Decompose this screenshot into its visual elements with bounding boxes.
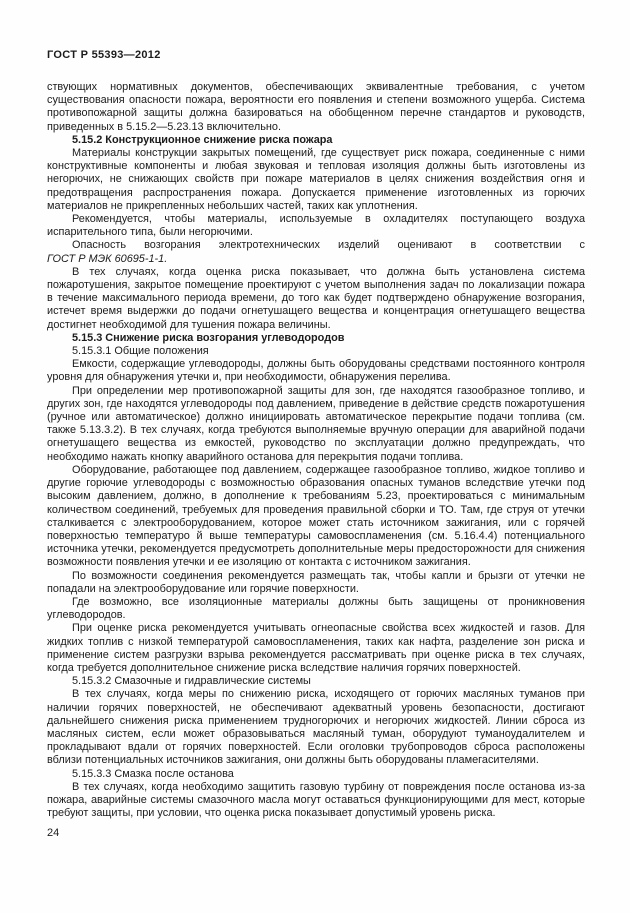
text-run: Рекомендуется, чтобы материалы, используемые в охладителях поступающего воздуха испарительного типа, были негорючими. xyxy=(47,213,585,239)
text-run: 5.15.3 Снижение риска возгорания углеводородов xyxy=(72,331,345,344)
paragraph xyxy=(47,622,585,675)
paragraph xyxy=(47,81,585,134)
document-header-title: ГОСТ Р 55393—2012 xyxy=(47,49,161,61)
text-run: Емкости, содержащие углеводороды, должны быть оборудованы средствами постоянного контроля уровня для обнаружения утечки и, при необходимости, обнаружения перелива. xyxy=(47,358,585,384)
text-run: Оборудование, работающее под давлением, содержащее газообразное топливо, жидкое топливо и другие горючие углеводороды с возможностью образования опасных туманов вследствие утечки под высоким давлением, должно, в дополнение к требованиям 5.23, проектироваться с минимальным количеством соединений, требуемых для проведения правильной сборки и ТО. Там, где струя от утечки сталкивается с электрооборудованием, которое может стать источником зажигания, или с горячей поверхностью температуро й выше температуры самовоспламенения (см. 5.16.4.4) потенциального источника утечки, рекомендуется предусмотреть дополнительные меры предосторожности для снижения возможности появления утечки и ее изоляцию от контакта с источником зажигания. xyxy=(47,463,585,569)
paragraph xyxy=(47,358,585,384)
text-run: В тех случаях, когда необходимо защитить газовую турбину от повреждения после останова из-за пожара, аварийные системы смазочного масла могут оставаться функционирующими для мест, которые требуют защиты, при условии, что оценка риска показывает допустимый уровень риска. xyxy=(47,780,585,820)
text-run: ствующих нормативных документов, обеспечивающих эквивалентные требования, с учетом существования опасности пожара, вероятности его появления и степени возможного ущерба. Система противопожарной защиты должна базироваться на обобщенном перечне стандартов и руководств, приведенных в 5.15.2—5.23.13 включительно. xyxy=(47,81,585,133)
paragraph xyxy=(47,345,585,358)
text-run: 5.15.3.2 Смазочные и гидравлические системы xyxy=(72,675,311,688)
paragraph xyxy=(47,596,585,622)
paragraph xyxy=(47,147,585,213)
paragraph xyxy=(47,675,585,688)
page-number: 24 xyxy=(47,827,60,839)
section-heading xyxy=(47,134,585,147)
paragraph xyxy=(47,688,585,767)
standard-reference-text: ГОСТ Р МЭК 60695-1-1. xyxy=(47,252,168,265)
paragraph xyxy=(47,781,585,821)
text-run: По возможности соединения рекомендуется размещать так, чтобы капли и брызги от утечки не попадали на электрооборудование или горячие поверхности. xyxy=(47,569,585,595)
paragraph xyxy=(47,464,585,570)
text-run: В тех случаях, когда оценка риска показывает, что должна быть установлена система пожаротушения, закрытое помещение проектируют с учетом выполнения задач по локализации пожара в течение максимального периода времени, до того как будет подтверждено обнаружение возгорания, истечет время выдержки до подачи огнетушащего вещества и концентрация огнетушащего вещества достигнет необходимой для тушения пожара величины. xyxy=(47,265,585,331)
text-run: 5.15.3.1 Общие положения xyxy=(72,345,209,358)
text-run: Опасность возгорания электротехнических изделий оценивают в соответствии с xyxy=(72,239,585,252)
paragraph xyxy=(47,570,585,596)
text-run: Материалы конструкции закрытых помещений, где существует риск пожара, соединенные с ними конструктивные компоненты и любая звуковая и тепловая изоляция должны быть изготовлены из негорючих, не снижающих свойств при пожаре материалов в целях снижения воздействия огня и предотвращения распространения пожара. Допускается применение изготовленных из горючих материалов не прикрепленных небольших частей, таких как уплотнения. xyxy=(47,147,585,212)
paragraph xyxy=(47,239,585,265)
text-run: При определении мер противопожарной защиты для зон, где находятся газообразное топливо, и других зон, где находятся углеводороды под давлением, приведение в действие средств пожаротушения (ручное или автоматическое) должно инициировать автоматическое перекрытие подачи топлива (см. также 5.13.3.2). В тех случаях, когда требуются выполняемые вручную операции для аварийной подачи огнетушащего вещества из емкостей, руководство по эксплуатации должно предупреждать, что необходимо нажать кнопку аварийного останова для перекрытия подачи топлива. xyxy=(47,384,585,463)
section-heading xyxy=(47,332,585,345)
text-run: 5.15.3.3 Смазка после останова xyxy=(72,767,234,780)
paragraph xyxy=(47,385,585,464)
paragraph xyxy=(47,768,585,781)
text-run: В тех случаях, когда меры по снижению риска, исходящего от горючих масляных туманов при наличии горячих поверхностей, не обеспечивают адекватный уровень безопасности, достигают дальнейшего снижения риска применением трудногорючих и негорючих жидкостей. Линии сброса из масляных систем, если может образовываться масляный туман, оборудуют туманоудалителем и прокладывают вдали от горячих поверхностей. Если оголовки трубопроводов сброса расположены вблизи потенциальных источников зажигания, они должны быть оборудованы пламегасителями. xyxy=(47,688,585,767)
text-run: 5.15.2 Конструкционное снижение риска пожара xyxy=(72,133,333,146)
text-run: При оценке риска рекомендуется учитывать огнеопасные свойства всех жидкостей и газов. Для жидких топлив с низкой температурой самовоспламенения, таких как нафта, разделение зон риска и применение систем разгрузки взрыва рекомендуется рассматривать при оценке риска в тех случаях, когда требуется дополнительное снижение риска вследствие наличия горячих поверхностей. xyxy=(47,622,585,674)
text-run: Где возможно, все изоляционные материалы должны быть защищены от проникновения углеводородов. xyxy=(47,595,585,622)
document-body xyxy=(47,81,585,820)
paragraph xyxy=(47,213,585,239)
paragraph xyxy=(47,266,585,332)
